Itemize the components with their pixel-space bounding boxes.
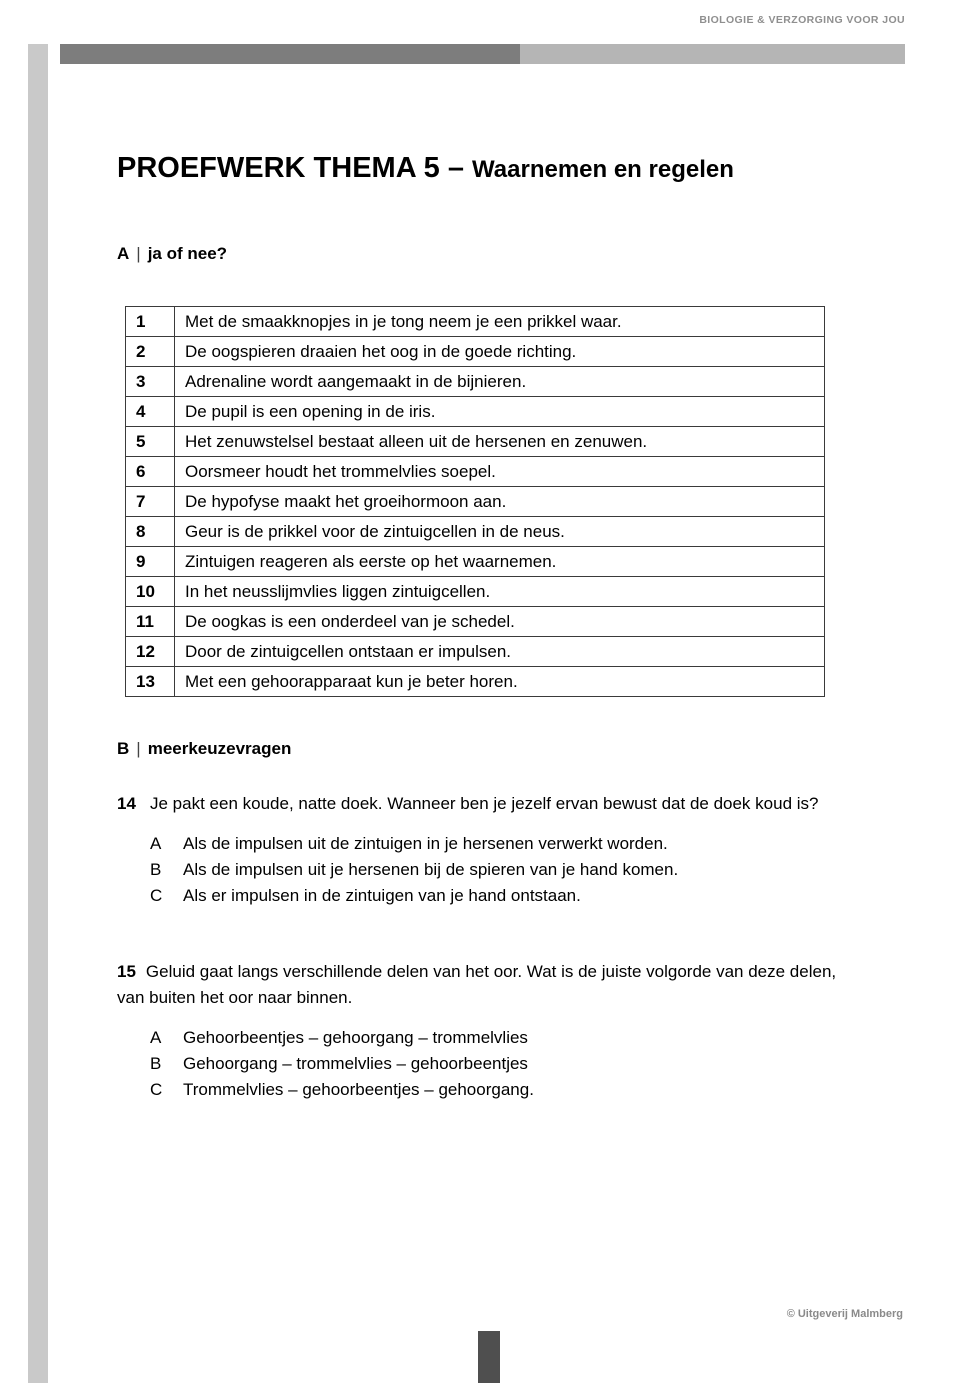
section-label: ja of nee? bbox=[147, 244, 228, 263]
statement-number: 7 bbox=[126, 487, 175, 517]
statement-text: Zintuigen reageren als eerste op het waarnemen. bbox=[175, 547, 825, 577]
question-number: 15 bbox=[117, 962, 136, 981]
statement-number: 8 bbox=[126, 517, 175, 547]
statement-number: 6 bbox=[126, 457, 175, 487]
statement-number: 11 bbox=[126, 607, 175, 637]
table-row bbox=[126, 667, 825, 697]
statement-number: 4 bbox=[126, 397, 175, 427]
option-letter: B bbox=[150, 1054, 162, 1073]
question-15-options bbox=[117, 1025, 853, 1103]
section-a-heading bbox=[117, 244, 853, 264]
ja-of-nee-table bbox=[125, 306, 825, 697]
statement-number: 13 bbox=[126, 667, 175, 697]
question-number: 14 bbox=[117, 794, 136, 813]
option-row bbox=[117, 857, 853, 883]
option-letter: C bbox=[150, 1080, 163, 1099]
section-separator: | bbox=[136, 244, 141, 263]
statement-number: 12 bbox=[126, 637, 175, 667]
option-letter: A bbox=[150, 834, 162, 853]
option-letter: A bbox=[150, 1028, 162, 1047]
left-decoration-bar bbox=[28, 44, 48, 1383]
statement-number: 2 bbox=[126, 337, 175, 367]
table-body bbox=[126, 307, 825, 697]
statement-text: Adrenaline wordt aangemaakt in de bijnieren. bbox=[175, 367, 825, 397]
table-row bbox=[126, 367, 825, 397]
option-text: Trommelvlies – gehoorbeentjes – gehoorgang. bbox=[183, 1080, 534, 1099]
statement-text: Het zenuwstelsel bestaat alleen uit de hersenen en zenuwen. bbox=[175, 427, 825, 457]
brand-header: BIOLOGIE & VERZORGING VOOR JOU bbox=[699, 14, 905, 26]
section-b-heading bbox=[117, 739, 853, 759]
statement-text: Oorsmeer houdt het trommelvlies soepel. bbox=[175, 457, 825, 487]
table-row bbox=[126, 337, 825, 367]
statement-text: Met de smaakknopjes in je tong neem je een prikkel waar. bbox=[175, 307, 825, 337]
option-row bbox=[117, 1077, 853, 1103]
option-row bbox=[117, 1025, 853, 1051]
table-row bbox=[126, 307, 825, 337]
table-row bbox=[126, 457, 825, 487]
statement-number: 3 bbox=[126, 367, 175, 397]
statement-text: In het neusslijmvlies liggen zintuigcellen. bbox=[175, 577, 825, 607]
statement-text: Met een gehoorapparaat kun je beter horen. bbox=[175, 667, 825, 697]
question-text: Geluid gaat langs verschillende delen van het oor. Wat is de juiste volgorde van deze delen, van buiten het oor naar binnen. bbox=[117, 962, 837, 1007]
option-text: Als de impulsen uit de zintuigen in je hersenen verwerkt worden. bbox=[183, 834, 668, 853]
option-row bbox=[117, 1051, 853, 1077]
table-row bbox=[126, 637, 825, 667]
option-row bbox=[117, 831, 853, 857]
question-15 bbox=[117, 959, 853, 1011]
section-separator: | bbox=[136, 739, 141, 758]
option-letter: C bbox=[150, 886, 163, 905]
table-row bbox=[126, 577, 825, 607]
page-marker bbox=[478, 1331, 500, 1383]
section-letter: B bbox=[117, 739, 130, 758]
copyright-notice: © Uitgeverij Malmberg bbox=[786, 1308, 903, 1320]
table-row bbox=[126, 517, 825, 547]
table-row bbox=[126, 547, 825, 577]
table-row bbox=[126, 487, 825, 517]
title-subtitle: Waarnemen en regelen bbox=[472, 156, 734, 183]
statement-number: 10 bbox=[126, 577, 175, 607]
statement-text: De oogspieren draaien het oog in de goede richting. bbox=[175, 337, 825, 367]
option-row bbox=[117, 883, 853, 909]
option-text: Als de impulsen uit je hersenen bij de spieren van je hand komen. bbox=[183, 860, 679, 879]
question-text: Je pakt een koude, natte doek. Wanneer ben je jezelf ervan bewust dat de doek koud is? bbox=[150, 794, 819, 813]
title-main: PROEFWERK THEMA 5 – bbox=[117, 152, 464, 184]
statement-number: 1 bbox=[126, 307, 175, 337]
statement-text: De oogkas is een onderdeel van je schedel. bbox=[175, 607, 825, 637]
statement-text: Door de zintuigcellen ontstaan er impulsen. bbox=[175, 637, 825, 667]
statement-text: De hypofyse maakt het groeihormoon aan. bbox=[175, 487, 825, 517]
question-14-options bbox=[117, 831, 853, 909]
statement-text: De pupil is een opening in de iris. bbox=[175, 397, 825, 427]
option-letter: B bbox=[150, 860, 162, 879]
section-label: meerkeuzevragen bbox=[147, 739, 292, 758]
table-row bbox=[126, 427, 825, 457]
option-text: Gehoorgang – trommelvlies – gehoorbeentjes bbox=[183, 1054, 528, 1073]
option-text: Gehoorbeentjes – gehoorgang – trommelvlies bbox=[183, 1028, 528, 1047]
page-content bbox=[117, 0, 853, 1103]
table-row bbox=[126, 607, 825, 637]
table-row bbox=[126, 397, 825, 427]
statement-number: 9 bbox=[126, 547, 175, 577]
statement-text: Geur is de prikkel voor de zintuigcellen in de neus. bbox=[175, 517, 825, 547]
statement-number: 5 bbox=[126, 427, 175, 457]
option-text: Als er impulsen in de zintuigen van je hand ontstaan. bbox=[183, 886, 581, 905]
question-14 bbox=[117, 791, 853, 817]
section-letter: A bbox=[117, 244, 130, 263]
page-title bbox=[117, 150, 853, 188]
